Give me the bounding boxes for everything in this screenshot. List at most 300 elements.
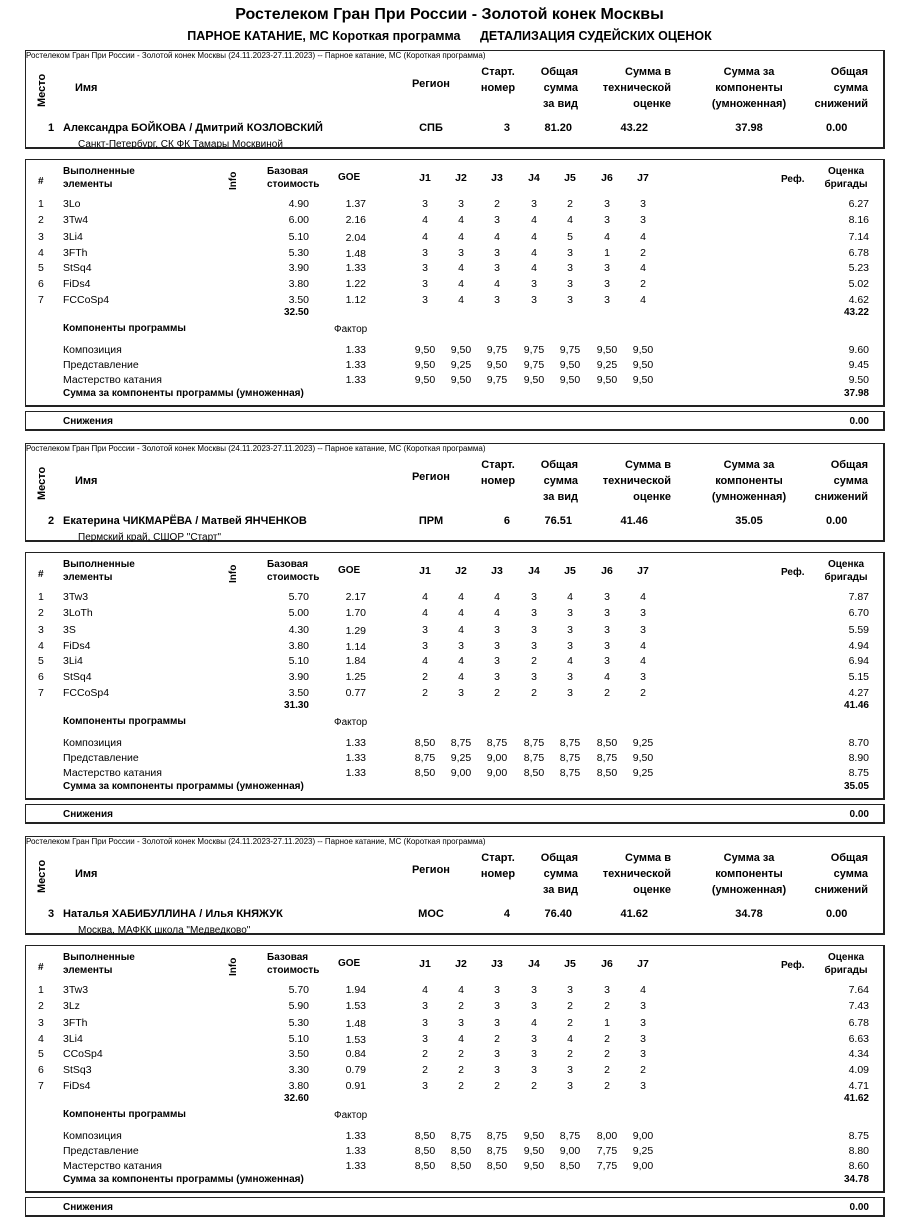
header-line: Оценка	[827, 559, 865, 570]
judge-score: 3	[422, 1000, 428, 1012]
component-judge-score: 9,75	[486, 374, 508, 386]
element-goe: 1.53	[345, 1034, 366, 1046]
header-line: стоимость	[267, 965, 320, 976]
judge-score: 2	[458, 1080, 464, 1092]
component-judge-score: 8,50	[414, 767, 436, 779]
element-goe: 0.84	[345, 1048, 366, 1060]
element-panel-score: 7.14	[848, 231, 869, 243]
judge-score: 4	[567, 1033, 573, 1045]
judge-score: 3	[640, 1080, 646, 1092]
components-header: Компоненты программы	[63, 716, 186, 727]
element-number: 7	[38, 294, 44, 306]
judge-header-j2: J2	[455, 565, 467, 577]
component-judge-score: 9,00	[450, 767, 472, 779]
deductions-box	[25, 1197, 885, 1217]
judge-score: 3	[640, 1048, 646, 1060]
judge-score: 3	[604, 640, 610, 652]
element-number: 4	[38, 247, 44, 259]
judge-score: 3	[567, 278, 573, 290]
skater-region: ПРМ	[418, 515, 444, 527]
element-base-value: 5.10	[288, 1033, 309, 1045]
judge-header-j5: J5	[564, 565, 576, 577]
judge-score: 2	[422, 1064, 428, 1076]
elements-box	[25, 552, 885, 800]
header-line: сумма	[833, 475, 868, 487]
component-judge-score: 9,50	[632, 752, 654, 764]
header-line: стоимость	[267, 572, 320, 583]
judge-score: 4	[458, 607, 464, 619]
component-name: Мастерство катания	[63, 1160, 162, 1172]
element-code: FCCoSp4	[63, 687, 110, 699]
factor-header: Фактор	[334, 1110, 368, 1121]
factor-header: Фактор	[334, 717, 368, 728]
judge-score: 3	[531, 1000, 537, 1012]
judge-score: 4	[640, 591, 646, 603]
judge-score: 3	[458, 247, 464, 259]
element-panel-score: 4.34	[848, 1048, 869, 1060]
judge-score: 2	[604, 687, 610, 699]
component-factor: 1.33	[345, 344, 366, 356]
judge-score: 3	[640, 607, 646, 619]
component-judge-score: 9,00	[486, 767, 508, 779]
element-code: 3FTh	[63, 247, 88, 259]
judge-score: 3	[494, 262, 500, 274]
judge-header-j1: J1	[419, 172, 431, 184]
element-base-value: 4.90	[288, 198, 309, 210]
judge-score: 2	[640, 278, 646, 290]
header-line: элементы	[63, 572, 113, 583]
base-value-total: 31.30	[283, 700, 309, 711]
element-goe: 1.22	[345, 278, 366, 290]
judge-header-j3: J3	[491, 958, 503, 970]
judge-score: 2	[458, 1064, 464, 1076]
component-judge-score: 8,75	[559, 767, 581, 779]
judge-score: 3	[640, 214, 646, 226]
judge-score: 2	[567, 198, 573, 210]
deductions-value: 0.00	[849, 416, 869, 427]
element-base-value: 4.30	[288, 624, 309, 636]
judge-header-j5: J5	[564, 958, 576, 970]
judge-score: 4	[422, 591, 428, 603]
header-line: за вид	[542, 98, 578, 110]
element-code: StSq4	[63, 262, 92, 274]
component-judge-score: 7,75	[596, 1145, 618, 1157]
element-goe: 1.12	[345, 294, 366, 306]
skater-name: Александра БОЙКОВА / Дмитрий КОЗЛОВСКИЙ	[63, 122, 323, 134]
judge-score: 3	[604, 607, 610, 619]
element-panel-score: 4.27	[848, 687, 869, 699]
skater-start-no: 6	[503, 515, 510, 527]
judge-header-j4: J4	[528, 958, 540, 970]
tes-header	[591, 64, 671, 112]
element-number: 2	[38, 214, 44, 226]
judge-score: 2	[531, 687, 537, 699]
component-judge-score: 8,75	[486, 1130, 508, 1142]
judge-header-j3: J3	[491, 565, 503, 577]
skater-club: Москва, МАФКК школа "Медведково"	[78, 925, 251, 936]
component-name: Композиция	[63, 737, 122, 749]
element-panel-score: 7.43	[848, 1000, 869, 1012]
element-number: 7	[38, 1080, 44, 1092]
component-judge-score: 8,50	[414, 1145, 436, 1157]
element-base-value: 3.90	[288, 671, 309, 683]
element-panel-score: 6.27	[848, 198, 869, 210]
skater-club: Санкт-Петербург, СК ФК Тамары Москвиной	[78, 139, 283, 150]
header-line: компоненты	[715, 475, 783, 487]
component-factor: 1.33	[345, 737, 366, 749]
header-line: технической	[602, 82, 671, 94]
judge-score: 4	[604, 231, 610, 243]
component-judge-score: 9,00	[632, 1130, 654, 1142]
judge-score: 3	[531, 1064, 537, 1076]
element-number: 6	[38, 671, 44, 683]
skater-deductions: 0.00	[826, 908, 848, 920]
judge-score: 3	[604, 655, 610, 667]
element-base-value: 5.00	[288, 607, 309, 619]
element-base-value: 3.80	[288, 1080, 309, 1092]
judge-score: 3	[567, 247, 573, 259]
judge-score: 4	[458, 294, 464, 306]
header-line: Выполненные	[63, 559, 135, 570]
element-goe: 1.14	[345, 641, 366, 653]
judge-score: 3	[494, 624, 500, 636]
components-header: Компоненты программы	[63, 1109, 186, 1120]
component-judge-score: 9,50	[632, 374, 654, 386]
element-base-value: 6.00	[288, 214, 309, 226]
judge-score: 4	[640, 984, 646, 996]
header-line: бригады	[824, 179, 868, 190]
element-goe: 2.16	[345, 214, 366, 226]
component-judge-score: 8,50	[450, 1160, 472, 1172]
judge-score: 3	[604, 262, 610, 274]
pcs-sum-value: 34.78	[843, 1174, 869, 1185]
component-judge-score: 8,75	[450, 737, 472, 749]
judge-score: 2	[604, 1033, 610, 1045]
element-panel-score: 4.09	[848, 1064, 869, 1076]
name-header: Имя	[75, 475, 98, 487]
judge-score: 3	[494, 1017, 500, 1029]
judge-score: 3	[640, 671, 646, 683]
skater-tes: 41.46	[620, 515, 648, 527]
pcs-header	[694, 64, 804, 112]
component-judge-score: 8,50	[559, 1160, 581, 1172]
judge-score: 3	[567, 671, 573, 683]
element-code: FiDs4	[63, 640, 91, 652]
element-panel-score: 7.87	[848, 591, 869, 603]
judge-score: 4	[458, 671, 464, 683]
component-judge-score: 8,50	[450, 1145, 472, 1157]
component-judge-score: 9,50	[450, 344, 472, 356]
header-line: (умноженная)	[711, 98, 787, 110]
judge-score: 3	[640, 1033, 646, 1045]
header-line: Базовая	[267, 166, 309, 177]
judge-score: 3	[494, 1048, 500, 1060]
deductions-header	[806, 64, 868, 112]
judge-score: 4	[531, 247, 537, 259]
header-line: Сумма в	[625, 852, 671, 864]
component-panel-score: 8.75	[848, 767, 869, 779]
judge-score: 3	[567, 294, 573, 306]
element-base-value: 5.70	[288, 984, 309, 996]
judge-score: 3	[422, 262, 428, 274]
component-judge-score: 9,25	[632, 1145, 654, 1157]
judge-score: 3	[531, 1048, 537, 1060]
element-base-value: 5.30	[288, 1017, 309, 1029]
deductions-value: 0.00	[849, 1202, 869, 1213]
skater-name: Екатерина ЧИКМАРЁВА / Матвей ЯНЧЕНКОВ	[63, 515, 307, 527]
name-header: Имя	[75, 82, 98, 94]
skater-start-no: 3	[503, 122, 510, 134]
element-goe: 2.04	[345, 232, 366, 244]
report-type-label: ДЕТАЛИЗАЦИЯ СУДЕЙСКИХ ОЦЕНОК	[480, 29, 712, 43]
element-base-value: 3.50	[288, 1048, 309, 1060]
element-panel-score: 6.78	[848, 1017, 869, 1029]
element-number: 2	[38, 607, 44, 619]
component-judge-score: 8,75	[523, 752, 545, 764]
judge-score: 2	[640, 687, 646, 699]
skater-header-box	[25, 836, 885, 935]
element-code: StSq3	[63, 1064, 92, 1076]
header-line: снижений	[814, 884, 868, 896]
component-judge-score: 9,50	[596, 374, 618, 386]
element-number: 5	[38, 262, 44, 274]
judge-score: 4	[494, 607, 500, 619]
element-number: 3	[38, 1017, 44, 1029]
event-line: Ростелеком Гран При России - Золотой конек Москвы (24.11.2023-27.11.2023) -- Парное катание, МС (Короткая программа)	[26, 51, 486, 60]
component-panel-score: 8.60	[848, 1160, 869, 1172]
element-code: 3FTh	[63, 1017, 88, 1029]
judge-score: 3	[531, 624, 537, 636]
component-panel-score: 8.70	[848, 737, 869, 749]
header-line: оценке	[633, 491, 671, 503]
deductions-label: Снижения	[63, 809, 113, 820]
element-base-value: 5.10	[288, 231, 309, 243]
component-judge-score: 8,75	[559, 737, 581, 749]
header-line: сумма	[833, 868, 868, 880]
judge-score: 3	[640, 198, 646, 210]
header-line: технической	[602, 868, 671, 880]
component-judge-score: 9,00	[632, 1160, 654, 1172]
element-goe: 1.94	[345, 984, 366, 996]
element-panel-score: 5.59	[848, 624, 869, 636]
component-judge-score: 8,50	[596, 767, 618, 779]
header-line: Общая	[540, 66, 578, 78]
component-judge-score: 9,50	[486, 359, 508, 371]
element-goe: 1.37	[345, 198, 366, 210]
component-judge-score: 9,50	[523, 1160, 545, 1172]
component-judge-score: 9,50	[559, 374, 581, 386]
skater-pcs: 37.98	[735, 122, 763, 134]
header-line: Общая	[540, 852, 578, 864]
component-judge-score: 8,50	[596, 737, 618, 749]
judge-score: 3	[422, 1017, 428, 1029]
factor-header: Фактор	[334, 324, 368, 335]
judge-header-j4: J4	[528, 172, 540, 184]
skater-total: 76.51	[544, 515, 572, 527]
judge-header-j5: J5	[564, 172, 576, 184]
tes-total: 43.22	[843, 307, 869, 318]
header-line: номер	[480, 475, 516, 487]
deductions-label: Снижения	[63, 1202, 113, 1213]
component-factor: 1.33	[345, 359, 366, 371]
judge-score: 4	[422, 984, 428, 996]
component-judge-score: 7,75	[596, 1160, 618, 1172]
header-line: Выполненные	[63, 952, 135, 963]
region-header: Регион	[412, 471, 450, 483]
judge-score: 3	[604, 591, 610, 603]
element-goe: 1.48	[345, 248, 366, 260]
components-header: Компоненты программы	[63, 323, 186, 334]
component-judge-score: 9,00	[486, 752, 508, 764]
header-line: Общая	[830, 66, 868, 78]
total-header	[526, 64, 578, 112]
skater-region: СПБ	[419, 122, 443, 134]
event-line: Ростелеком Гран При России - Золотой конек Москвы (24.11.2023-27.11.2023) -- Парное катание, МС (Короткая программа)	[26, 444, 486, 453]
header-line: оценке	[633, 98, 671, 110]
element-goe: 1.53	[345, 1000, 366, 1012]
judge-score: 3	[458, 640, 464, 652]
judge-score: 4	[640, 640, 646, 652]
element-code: FCCoSp4	[63, 294, 110, 306]
judge-score: 3	[531, 1033, 537, 1045]
element-goe: 2.17	[345, 591, 366, 603]
component-name: Представление	[63, 1145, 139, 1157]
header-line: Сумма за	[723, 66, 775, 78]
info-header: Info	[228, 564, 239, 583]
component-panel-score: 8.75	[848, 1130, 869, 1142]
judge-score: 3	[494, 1064, 500, 1076]
judge-header-j2: J2	[455, 958, 467, 970]
judge-score: 3	[494, 640, 500, 652]
component-judge-score: 9,75	[523, 344, 545, 356]
component-judge-score: 8,50	[414, 1160, 436, 1172]
judge-score: 3	[567, 1064, 573, 1076]
judge-score: 3	[494, 214, 500, 226]
component-judge-score: 9,50	[632, 344, 654, 356]
info-header: Info	[228, 957, 239, 976]
element-number: 4	[38, 1033, 44, 1045]
component-judge-score: 9,50	[523, 1130, 545, 1142]
judge-score: 3	[458, 687, 464, 699]
judge-score: 2	[567, 1000, 573, 1012]
header-line: снижений	[814, 491, 868, 503]
component-judge-score: 9,00	[559, 1145, 581, 1157]
elements-header	[63, 558, 135, 584]
judge-score: 2	[494, 687, 500, 699]
judge-score: 3	[422, 1033, 428, 1045]
skater-total: 76.40	[544, 908, 572, 920]
judge-score: 2	[494, 1080, 500, 1092]
component-judge-score: 9,25	[450, 752, 472, 764]
element-code: 3Tw4	[63, 214, 89, 226]
judge-score: 4	[640, 262, 646, 274]
judge-score: 3	[531, 640, 537, 652]
judge-score: 3	[604, 984, 610, 996]
element-panel-score: 6.63	[848, 1033, 869, 1045]
total-header	[526, 457, 578, 505]
element-code: FiDs4	[63, 278, 91, 290]
judge-header-j1: J1	[419, 958, 431, 970]
element-code: 3Li4	[63, 655, 83, 667]
component-judge-score: 9,25	[596, 359, 618, 371]
judge-score: 4	[640, 231, 646, 243]
judge-score: 3	[531, 278, 537, 290]
judge-score: 2	[604, 1000, 610, 1012]
component-panel-score: 9.50	[848, 374, 869, 386]
component-judge-score: 9,50	[414, 344, 436, 356]
place-header: Место	[36, 859, 48, 893]
judge-score: 4	[458, 1033, 464, 1045]
component-factor: 1.33	[345, 374, 366, 386]
header-line: Старт.	[481, 66, 515, 78]
element-panel-score: 4.94	[848, 640, 869, 652]
judge-score: 2	[640, 1064, 646, 1076]
element-goe: 1.84	[345, 655, 366, 667]
judge-score: 3	[567, 262, 573, 274]
judge-score: 3	[422, 294, 428, 306]
element-number: 5	[38, 655, 44, 667]
header-line: оценке	[633, 884, 671, 896]
skater-header-box	[25, 443, 885, 542]
judge-score: 4	[494, 278, 500, 290]
component-judge-score: 9,50	[523, 374, 545, 386]
skater-pcs: 34.78	[735, 908, 763, 920]
header-line: Сумма за	[723, 852, 775, 864]
component-name: Представление	[63, 359, 139, 371]
judge-score: 2	[567, 1017, 573, 1029]
element-code: 3Tw3	[63, 984, 89, 996]
num-header: #	[38, 569, 44, 580]
judge-score: 4	[494, 591, 500, 603]
goe-header: GOE	[338, 958, 361, 969]
elements-box	[25, 945, 885, 1193]
header-line: компоненты	[715, 868, 783, 880]
judge-score: 3	[640, 1000, 646, 1012]
judge-score: 4	[567, 655, 573, 667]
panel-score-header	[816, 558, 876, 584]
judge-header-j3: J3	[491, 172, 503, 184]
component-judge-score: 9,25	[632, 767, 654, 779]
header-line: номер	[480, 82, 516, 94]
deductions-box	[25, 804, 885, 824]
judge-score: 4	[422, 607, 428, 619]
judge-score: 3	[494, 655, 500, 667]
judge-score: 3	[604, 294, 610, 306]
region-header: Регион	[412, 78, 450, 90]
element-code: 3Lz	[63, 1000, 80, 1012]
header-line: сумма	[543, 868, 578, 880]
component-judge-score: 9,50	[596, 344, 618, 356]
element-number: 2	[38, 1000, 44, 1012]
pcs-sum-label: Сумма за компоненты программы (умноженная)	[63, 388, 304, 399]
judge-score: 3	[458, 1017, 464, 1029]
start-no-header	[470, 457, 526, 489]
base-value-header	[267, 951, 319, 977]
skater-name: Наталья ХАБИБУЛЛИНА / Илья КНЯЖУК	[63, 908, 283, 920]
judge-score: 2	[494, 1033, 500, 1045]
component-panel-score: 8.90	[848, 752, 869, 764]
tes-total: 41.62	[843, 1093, 869, 1104]
header-line: элементы	[63, 965, 113, 976]
element-number: 3	[38, 624, 44, 636]
judge-header-j6: J6	[601, 172, 613, 184]
judge-score: 2	[422, 687, 428, 699]
component-factor: 1.33	[345, 1145, 366, 1157]
judge-header-j7: J7	[637, 172, 649, 184]
pcs-sum-value: 35.05	[843, 781, 869, 792]
judge-score: 3	[422, 198, 428, 210]
judge-header-j6: J6	[601, 565, 613, 577]
